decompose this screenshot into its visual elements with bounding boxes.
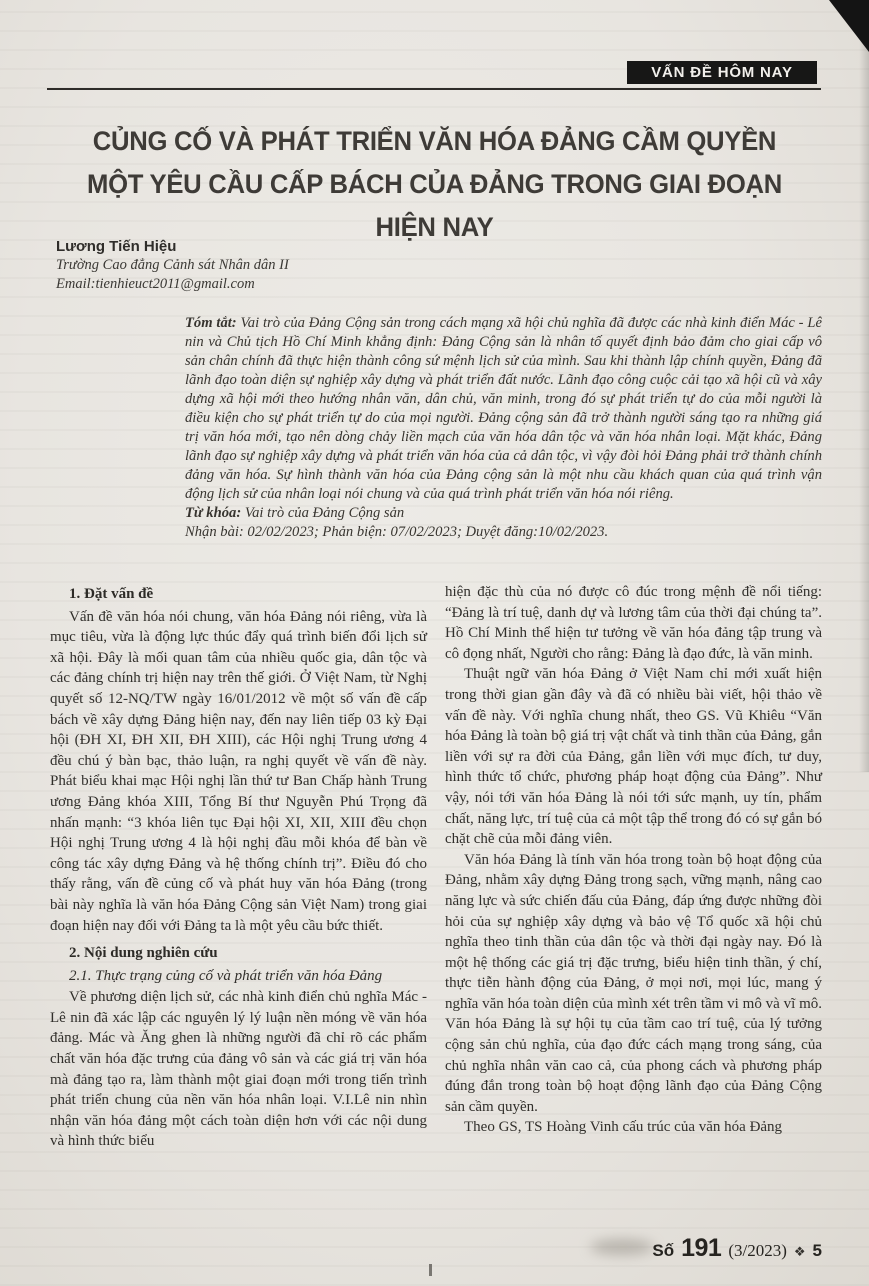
keywords-text: Vai trò của Đảng Cộng sản	[244, 505, 405, 521]
left-column	[50, 582, 427, 1152]
page-number: 5	[812, 1241, 822, 1260]
section-badge: VẤN ĐỀ HÔM NAY	[627, 61, 817, 84]
body-paragraph: hiện đặc thù của nó được cô đúc trong mệnh đề nổi tiếng: “Đảng là trí tuệ, danh dự và lương tâm của thời đại chúng ta”. Hồ Chí Minh thể hiện tư tưởng về văn hóa đảng tập trung và cô đọng nhất, Người cho rằng: Đảng là đạo đức, là văn minh.	[445, 584, 822, 662]
article-title	[79, 120, 791, 249]
keywords-line	[185, 504, 822, 523]
scan-smudge	[590, 1239, 654, 1255]
right-column	[445, 582, 822, 1152]
issue-number: 191	[681, 1234, 722, 1262]
body-columns	[50, 582, 822, 1152]
author-email: Email:tienhieuct2011@gmail.com	[56, 276, 255, 292]
body-paragraph: Thuật ngữ văn hóa Đảng ở Việt Nam chỉ mới xuất hiện trong thời gian gần đây và đã có nhiều bài viết, hội thảo về vấn đề này. Với nghĩa chung nhất, theo GS. Vũ Khiêu “Văn hóa Đảng là toàn bộ giá trị vật chất và tinh thần của Đảng, gắn liền với sự ra đời của Đảng, gắn liền với mục đích, tư duy, hình thức tổ chức, phương pháp hoạt động của Đảng”. Như vậy, nói tới văn hóa Đảng là nói tới sức mạnh, uy tín, phẩm chất, năng lực, trí tuệ của cả một tập thể trong đó có sự gắn bó chặt chẽ của mỗi đảng viên.	[445, 666, 822, 848]
abstract-block	[185, 314, 822, 542]
issue-volume: (3/2023)	[728, 1241, 787, 1260]
page-corner-fold	[829, 0, 869, 52]
review-dates-line: Nhận bài: 02/02/2023; Phản biện: 07/02/2023; Duyệt đăng:10/02/2023.	[185, 524, 609, 540]
page-footer	[652, 1234, 822, 1263]
body-paragraph: Về phương diện lịch sử, các nhà kinh điển chủ nghĩa Mác - Lê nin đã xác lập các nguyên lý lý luận nền móng về văn hóa đảng. Mác và Ăng ghen là những người đã chỉ rõ các phẩm chất văn hóa đặc trưng của đảng vô sản và các giá trị văn hóa mà đảng tạo ra, làm thành một giai đoạn mới trong tiến trình phát triển chung của nền văn hóa nhân loại. V.I.Lê nin nhìn nhận văn hóa đảng một cách toàn diện hơn với các nội dung và hình thức biểu	[50, 989, 427, 1150]
body-paragraph: Vấn đề văn hóa nói chung, văn hóa Đảng nói riêng, vừa là mục tiêu, vừa là động lực thúc đẩy quá trình biến đổi lịch sử xã hội. Đây là mối quan tâm của nhiều quốc gia, dân tộc và các đảng chính trị hiện nay trên thế giới. Ở Việt Nam, từ Nghị quyết số 12-NQ/TW ngày 16/01/2012 về một số vấn đề cấp bách về xây dựng Đảng hiện nay, đến nay liên tiếp 03 kỳ Đại hội (ĐH XI, ĐH XII, ĐH XIII), các Hội nghị Trung ương 4 đều chú ý bàn bạc, thảo luận, ra nghị quyết về vấn đề này. Phát biểu khai mạc Hội nghị lần thứ tư Ban Chấp hành Trung ương Đảng khóa XIII, Tổng Bí thư Nguyễn Phú Trọng đã nhấn mạnh: “3 khóa liên tục Đại hội XI, XII, XIII đều chọn Hội nghị Trung ương 4 là hội nghị đầu mỗi khóa để bàn về công tác xây dựng Đảng và hệ thống chính trị”. Điều đó cho thấy rằng, vấn đề củng cố và phát huy văn hóa Đảng (trong bài này nghĩa là văn hóa Đảng Cộng sản Việt Nam) trong giai đoạn hiện nay đối với Đảng ta là một yêu cầu bức thiết.	[50, 608, 427, 934]
footer-ornament-icon: ❖	[793, 1244, 806, 1259]
scan-mark	[429, 1264, 432, 1276]
issue-label: Số	[652, 1241, 675, 1260]
abstract-label: Tóm tắt:	[185, 315, 237, 331]
keywords-label: Từ khóa:	[185, 505, 242, 521]
section-heading-1: 1. Đặt vấn đề	[69, 586, 154, 602]
body-paragraph: Văn hóa Đảng là tính văn hóa trong toàn bộ hoạt động của Đảng, nhằm xây dựng Đảng trong sạch, vững mạnh, nâng cao năng lực và sức chiến đấu của Đảng, đáp ứng được những đòi hỏi của sự nghiệp xây dựng và bảo vệ Tổ quốc xã hội chủ nghĩa theo tinh thần của dân tộc và thời đại ngày nay. Đó là một hệ thống các giá trị đặc trưng, biểu hiện tinh thần, ý chí, thực tiễn hành động của Đảng, ở mọi nơi, mọi lúc, mang ý nghĩa văn hóa toàn diện của mình xét trên tầm vi mô và vĩ mô. Văn hóa Đảng là sự hội tụ của tầm cao trí tuệ, của lý tưởng cộng sản chủ nghĩa, của đạo đức cách mạng trong sáng, của chủ nghĩa nhân văn cao cả, của phong cách và phương pháp đúng đắn trong toàn bộ hoạt động lãnh đạo của Đảng Cộng sản cầm quyền.	[445, 851, 822, 1115]
author-block	[56, 237, 289, 294]
abstract-paragraph	[185, 314, 822, 504]
article-title-line1: CỦNG CỐ VÀ PHÁT TRIỂN VĂN HÓA ĐẢNG CẦM QUYỀN	[92, 126, 777, 156]
abstract-text: Vai trò của Đảng Cộng sản trong cách mạng xã hội chủ nghĩa đã được các nhà kinh điển Mác - Lê nin và Chủ tịch Hồ Chí Minh khẳng định: Đảng Cộng sản là nhân tố quyết định bảo đảm cho giai cấp vô sản chân chính đã thực hiện thành công sứ mệnh lịch sử của mình. Sau khi thành lập chính quyền, Đảng đã lãnh đạo toàn diện sự nghiệp xây dựng và phát triển đất nước. Lãnh đạo công cuộc cải tạo xã hội cũ và xây dựng xã hội mới theo hướng nhân văn, dân chủ, văn minh, trong đó sự phát triển tự do của mỗi người là điều kiện cho sự phát triển tự do của mọi người. Đảng cộng sản đã trở thành người sáng tạo ra những giá trị văn hóa mới, tạo nên dòng chảy liền mạch của văn hóa dân tộc và văn hóa nhân loại. Mặt khác, Đảng lãnh đạo sự nghiệp xây dựng và phát triển văn hóa của cả dân tộc, vì vậy đòi hỏi Đảng phải trở thành chính đảng văn hóa. Sự hình thành văn hóa của Đảng cộng sản là một nhu cầu khách quan của quá trình vận động lịch sử của nhân loại nói chung và của quá trình phát triển văn hóa nói riêng.	[185, 315, 822, 502]
subsection-heading-2-1: 2.1. Thực trạng củng cố và phát triển văn hóa Đảng	[69, 967, 383, 984]
article-title-line2: MỘT YÊU CẦU CẤP BÁCH CỦA ĐẢNG TRONG GIAI ĐOẠN HIỆN NAY	[87, 169, 782, 242]
section-heading-2: 2. Nội dung nghiên cứu	[69, 945, 218, 962]
header-rule	[47, 88, 821, 90]
scan-edge-shadow	[859, 0, 869, 772]
author-affiliation: Trường Cao đẳng Cảnh sát Nhân dân II	[56, 257, 289, 273]
author-name: Lương Tiến Hiệu	[56, 238, 177, 255]
body-paragraph: Theo GS, TS Hoàng Vinh cấu trúc của văn hóa Đảng	[464, 1119, 783, 1136]
